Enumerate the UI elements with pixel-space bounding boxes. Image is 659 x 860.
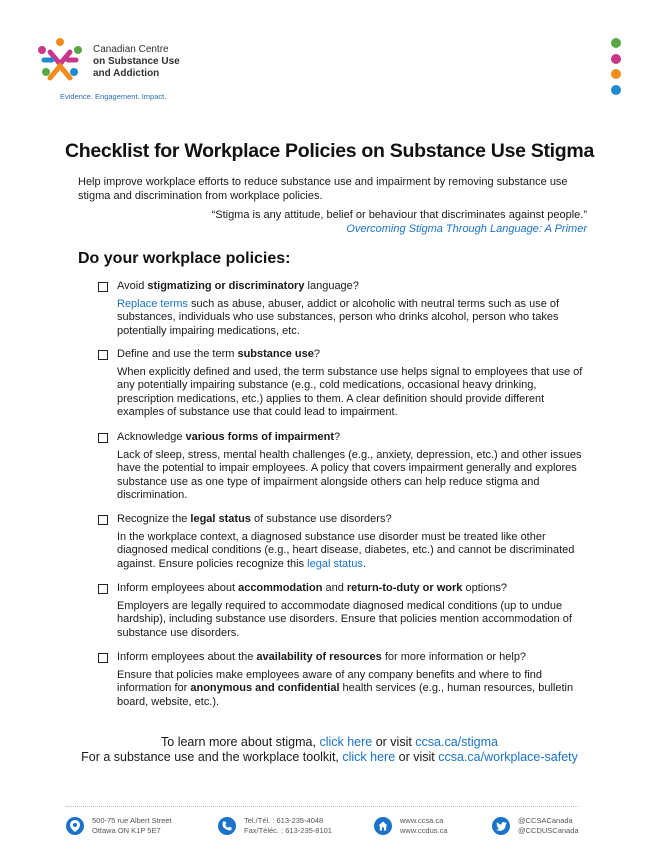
magenta-dot	[611, 54, 621, 64]
ccsa-stigma-link[interactable]: ccsa.ca/stigma	[415, 735, 498, 749]
ccdus-website-link[interactable]: www.ccdus.ca	[400, 826, 448, 835]
ccsa-twitter-link[interactable]: @CCSACanada	[518, 816, 573, 825]
cta-stigma: To learn more about stigma, click here or visit ccsa.ca/stigma	[161, 735, 498, 749]
item-description: Ensure that policies make employees aware of any company benefits and where to find information for anonymous and confidential health services (e.g., human resources, bulletin board, website, etc.).	[117, 668, 574, 708]
click-here-link[interactable]: click here	[319, 735, 373, 749]
orange-dot	[611, 69, 621, 79]
ccdus-twitter-link[interactable]: @CCDUSCanada	[518, 826, 579, 835]
item-question: Inform employees about the availability of resources for more information or help?	[117, 651, 527, 663]
quote-text: “Stigma is any attitude, belief or behaviour that discriminates against people.”	[211, 209, 587, 221]
checklist-item	[98, 513, 588, 571]
checkbox[interactable]	[98, 515, 108, 525]
legal-status-link[interactable]: legal status	[307, 557, 363, 570]
item-description: Employers are legally required to accommodate diagnosed medical conditions (up to undue hardship), including substance use disorders. Ensure that policies mention accommodation of substance use disorders.	[117, 599, 572, 639]
checklist-item	[98, 348, 588, 420]
checklist-item	[98, 651, 588, 709]
org-name	[93, 44, 180, 80]
location-pin-icon	[66, 817, 84, 835]
item-description: When explicitly defined and used, the term substance use helps signal to employees that use of any potentially impairing substance (e.g., cold medications, occasional heavy drinking, prescription medications, etc.) applies to them. A clear definition should provide different examples of substance use that could lead to impairment.	[117, 365, 583, 419]
org-name-line3: and Addiction	[93, 68, 160, 79]
item-question: Recognize the legal status of substance use disorders?	[117, 513, 392, 525]
item-question: Define and use the term substance use?	[117, 348, 321, 360]
checkbox[interactable]	[98, 350, 108, 360]
home-icon	[374, 817, 392, 835]
checklist-item	[98, 431, 588, 503]
intro-text: Help improve workplace efforts to reduce substance use and impairment by removing substance use stigma and discrimination from workplace policies.	[78, 176, 568, 202]
item-description: Replace terms such as abuse, abuser, addict or alcoholic with neutral terms such as use of substances, individuals who use substances, person who drinks alcohol, person who takes potentially impairing medications, etc.	[117, 297, 560, 337]
footer	[0, 816, 659, 846]
checkbox[interactable]	[98, 433, 108, 443]
footer-divider	[66, 806, 578, 807]
footer-social	[492, 816, 579, 836]
footer-website	[374, 816, 448, 836]
ccsa-logo	[36, 36, 84, 84]
checkbox[interactable]	[98, 584, 108, 594]
click-here-link[interactable]: click here	[342, 750, 396, 764]
footer-address: 500-75 rue Albert Street Ottawa ON K1P 5E7	[66, 816, 172, 836]
checkbox[interactable]	[98, 282, 108, 292]
item-question: Inform employees about accommodation and return-to-duty or work options?	[117, 582, 508, 594]
checkbox[interactable]	[98, 653, 108, 663]
color-dots	[611, 38, 623, 100]
phone-icon	[218, 817, 236, 835]
replace-terms-link[interactable]: Replace terms	[117, 297, 188, 310]
org-name-line2: on Substance Use	[93, 56, 180, 67]
checklist-item	[98, 582, 588, 640]
item-description: Lack of sleep, stress, mental health challenges (e.g., anxiety, depression, etc.) and other issues have the potential to impair employees. A policy that covers impairment generally and explores substance use as one type of impairment alongside others can help reduce stigma and discrimination.	[117, 448, 582, 502]
ccsa-website-link[interactable]: www.ccsa.ca	[400, 816, 444, 825]
page-title: Checklist for Workplace Policies on Substance Use Stigma	[64, 140, 594, 162]
workplace-safety-link[interactable]: ccsa.ca/workplace-safety	[438, 750, 578, 764]
item-question: Acknowledge various forms of impairment?	[117, 431, 341, 443]
org-name-line1: Canadian Centre	[93, 44, 169, 55]
twitter-icon	[492, 817, 510, 835]
stigma-quote	[212, 208, 587, 236]
footer-phone: Tel./Tél. : 613-235-4048 Fax/Téléc. : 613-235-8101	[218, 816, 332, 836]
section-heading: Do your workplace policies:	[78, 250, 291, 267]
green-dot	[611, 38, 621, 48]
quote-source-link[interactable]: Overcoming Stigma Through Language: A Primer	[346, 223, 587, 235]
tagline: Evidence. Engagement. Impact.	[60, 92, 167, 101]
item-description: In the workplace context, a diagnosed substance use disorder must be treated like other diagnosed medical conditions (e.g., heart disease, diabetes, etc.) and cannot be discriminated against. Ensure policies recognize this legal status.	[117, 530, 575, 570]
checklist-item	[98, 280, 588, 338]
item-question: Avoid stigmatizing or discriminatory language?	[117, 280, 359, 292]
blue-dot	[611, 85, 621, 95]
cta-toolkit: For a substance use and the workplace toolkit, click here or visit ccsa.ca/workplace-safety	[81, 750, 578, 764]
